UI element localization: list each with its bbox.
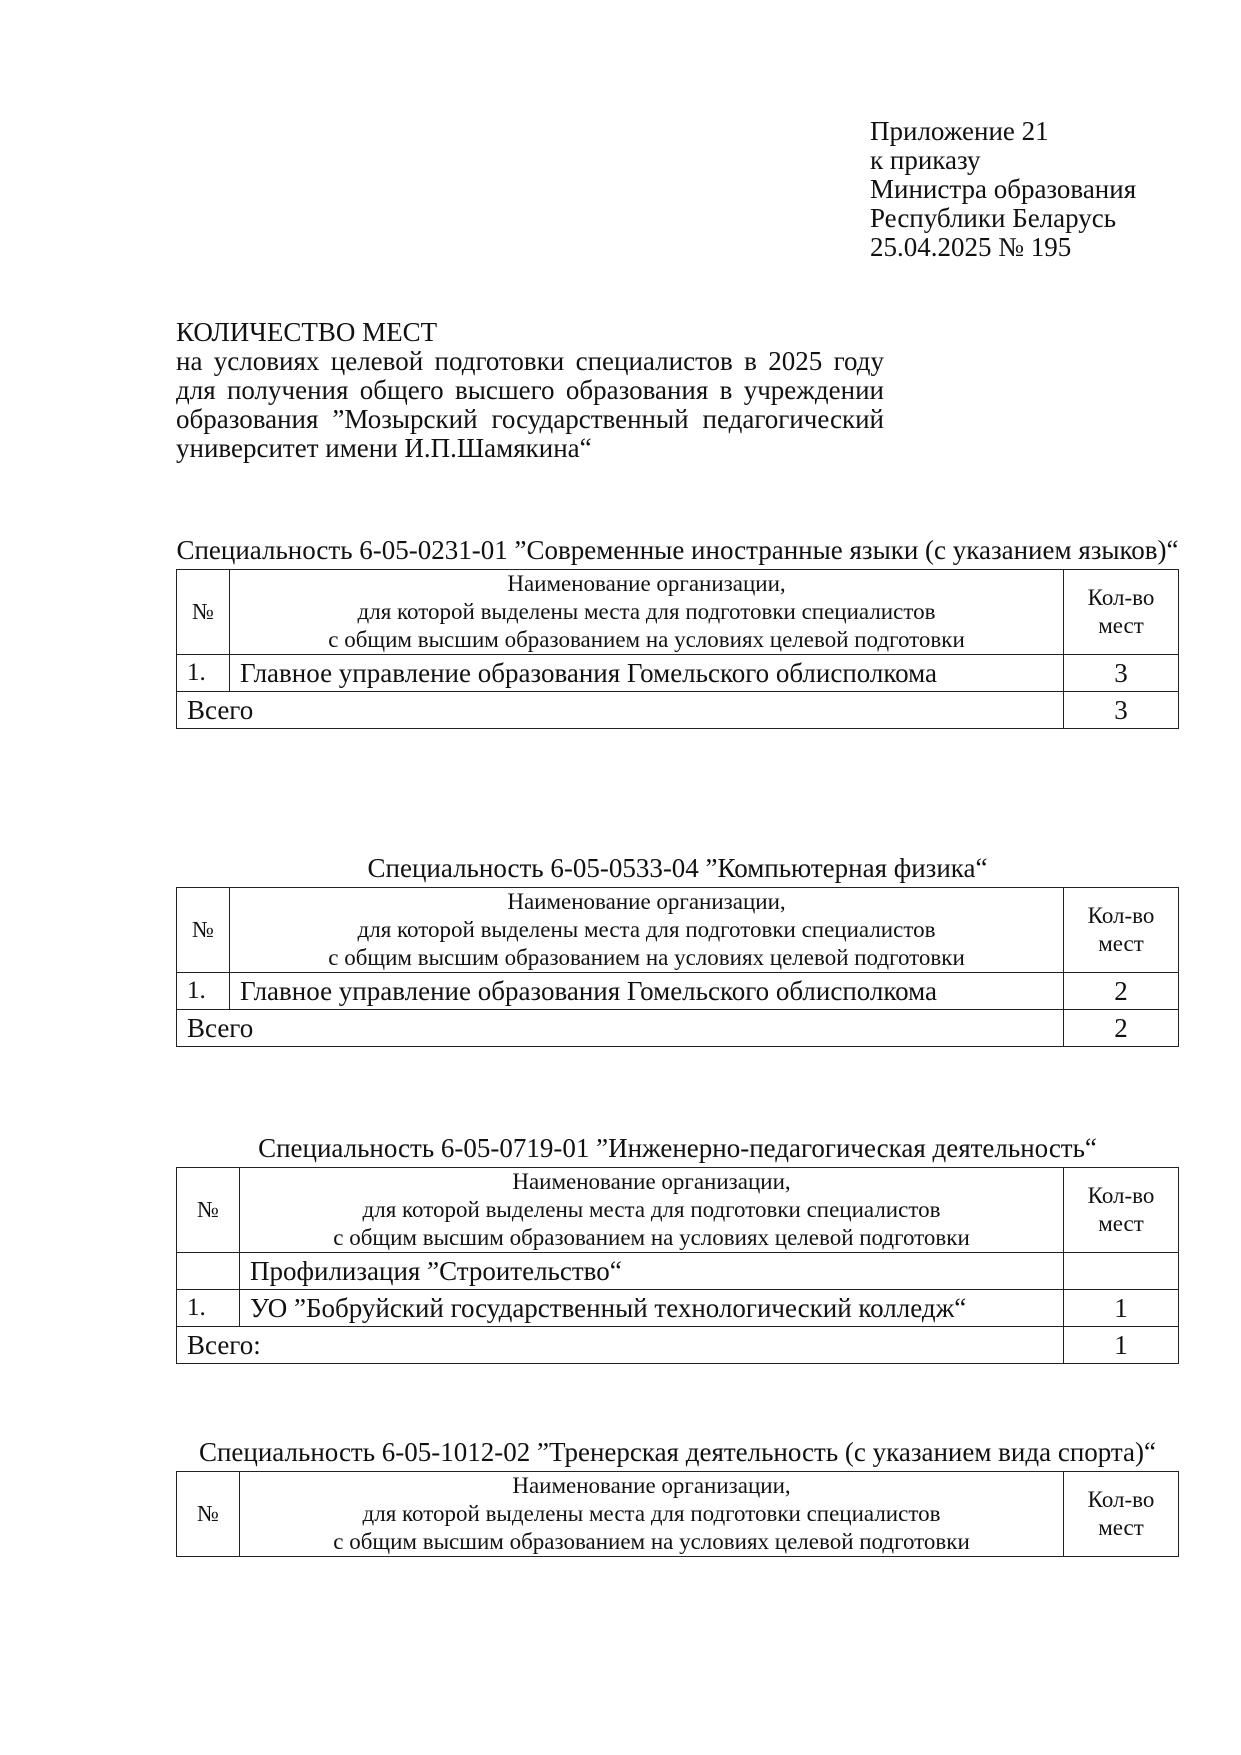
header-quantity-line: мест (1098, 613, 1144, 638)
document-title (176, 318, 884, 463)
specialty-section (176, 534, 1179, 729)
total-value: 2 (1064, 1010, 1179, 1047)
header-organization-line: для которой выделены места для подготовки специалистов (362, 1197, 941, 1222)
title-body: на условиях целевой подготовки специалистов в 2025 году для получения общего высшего образования в учреждении образования ”Мозырский государственный педагогический университет имени И.П.Шамякина“ (176, 346, 884, 463)
header-quantity-line: Кол-во (1087, 585, 1155, 610)
header-organization-line: Наименование организации, (507, 571, 786, 596)
annex-line: Министра образования (870, 174, 1137, 204)
header-quantity-line: мест (1098, 1211, 1144, 1236)
specialty-heading: Специальность 6-05-0231-01 ”Современные иностранные языки (с указанием языков)“ (176, 535, 1179, 565)
header-quantity (1064, 888, 1179, 973)
header-number: № (177, 1472, 240, 1557)
row-number: 1. (177, 655, 230, 692)
header-organization-line: для которой выделены места для подготовки специалистов (357, 599, 936, 624)
specialty-section (176, 1436, 1179, 1557)
profile-label: Профилизация ”Строительство“ (240, 1253, 1064, 1290)
specialty-heading: Специальность 6-05-0719-01 ”Инженерно-педагогическая деятельность“ (258, 1133, 1097, 1163)
total-label: Всего: (177, 1327, 1064, 1364)
header-quantity (1064, 1168, 1179, 1253)
header-number: № (177, 570, 230, 655)
table-header-row (177, 888, 1179, 973)
header-organization-line: для которой выделены места для подготовки специалистов (362, 1501, 941, 1526)
places-table (176, 569, 1179, 729)
row-quantity: 1 (1064, 1290, 1179, 1327)
total-label: Всего (177, 692, 1064, 729)
places-table (176, 1471, 1179, 1557)
total-label: Всего (177, 1010, 1064, 1047)
header-organization-line: Наименование организации, (512, 1169, 791, 1194)
header-organization-line: с общим высшим образованием на условиях целевой подготовки (328, 627, 965, 652)
header-quantity-line: Кол-во (1087, 1183, 1155, 1208)
header-organization-line: Наименование организации, (512, 1473, 791, 1498)
table-header-row (177, 1472, 1179, 1557)
annex-block (870, 117, 1136, 262)
table-header-row (177, 1168, 1179, 1253)
specialty-section (176, 852, 1179, 1047)
header-quantity-line: Кол-во (1087, 903, 1155, 928)
header-organization-line: Наименование организации, (507, 889, 786, 914)
row-organization: Главное управление образования Гомельского облисполкома (230, 655, 1064, 692)
profile-row (177, 1253, 1179, 1290)
table-row (177, 973, 1179, 1010)
total-row (177, 1010, 1179, 1047)
row-organization: Главное управление образования Гомельского облисполкома (230, 973, 1064, 1010)
header-quantity (1064, 570, 1179, 655)
title-heading: КОЛИЧЕСТВО МЕСТ (176, 317, 438, 347)
places-table (176, 1167, 1179, 1364)
header-organization-line: для которой выделены места для подготовки специалистов (357, 917, 936, 942)
total-value: 1 (1064, 1327, 1179, 1364)
header-organization (230, 888, 1064, 973)
header-quantity-line: Кол-во (1087, 1487, 1155, 1512)
header-quantity (1064, 1472, 1179, 1557)
total-row (177, 1327, 1179, 1364)
profile-number-cell (177, 1253, 240, 1290)
header-quantity-line: мест (1098, 931, 1144, 956)
row-organization: УО ”Бобруйский государственный технологический колледж“ (240, 1290, 1064, 1327)
header-quantity-line: мест (1098, 1515, 1144, 1540)
specialty-section (176, 1132, 1179, 1364)
header-organization (240, 1472, 1064, 1557)
annex-line: к приказу (870, 145, 981, 175)
annex-line: 25.04.2025 № 195 (870, 232, 1072, 262)
annex-line: Приложение 21 (870, 116, 1049, 146)
annex-line: Республики Беларусь (870, 203, 1117, 233)
row-quantity: 2 (1064, 973, 1179, 1010)
row-number: 1. (177, 1290, 240, 1327)
table-row (177, 655, 1179, 692)
row-number: 1. (177, 973, 230, 1010)
header-organization (240, 1168, 1064, 1253)
header-organization-line: с общим высшим образованием на условиях целевой подготовки (333, 1529, 970, 1554)
places-table (176, 887, 1179, 1047)
specialty-heading: Специальность 6-05-1012-02 ”Тренерская деятельность (с указанием вида спорта)“ (198, 1437, 1157, 1467)
row-quantity: 3 (1064, 655, 1179, 692)
table-row (177, 1290, 1179, 1327)
header-number: № (177, 888, 230, 973)
total-row (177, 692, 1179, 729)
specialty-heading: Специальность 6-05-0533-04 ”Компьютерная физика“ (367, 853, 988, 883)
table-header-row (177, 570, 1179, 655)
header-number: № (177, 1168, 240, 1253)
header-organization-line: с общим высшим образованием на условиях целевой подготовки (328, 945, 965, 970)
header-organization-line: с общим высшим образованием на условиях целевой подготовки (333, 1225, 970, 1250)
profile-quantity-cell (1064, 1253, 1179, 1290)
header-organization (230, 570, 1064, 655)
total-value: 3 (1064, 692, 1179, 729)
